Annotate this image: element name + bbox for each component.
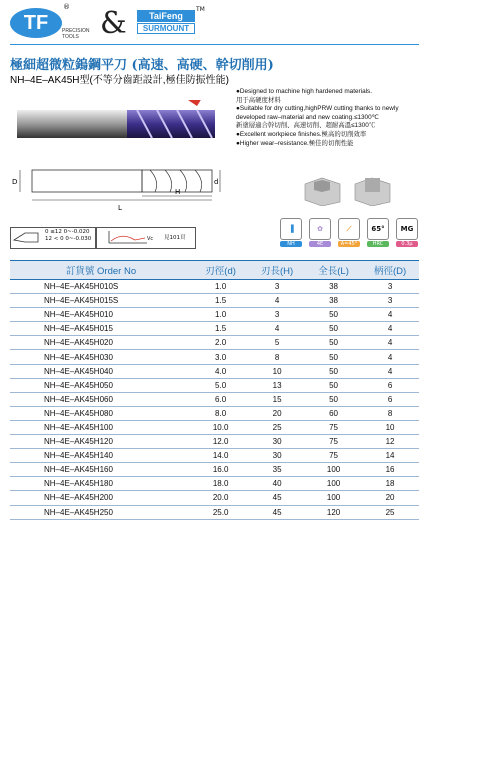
cutting-dia-cell: 20.0 [193,491,248,505]
cutting-len-cell: 3 [248,308,306,322]
cutting-len-cell: 35 [248,463,306,477]
ampersand: & [100,6,127,41]
overall-len-cell: 50 [306,336,361,350]
overall-len-cell: 100 [306,477,361,491]
order-no-cell: NH–4E–AK45H060 [10,392,193,406]
order-no-cell: NH–4E–AK45H120 [10,435,193,449]
shank-dia-cell: 4 [361,308,419,322]
nh-glyph: ▐ [280,218,302,240]
cutting-dia-cell: 16.0 [193,463,248,477]
product-model-title: NH–4E–AK45H型(不等分齒距設計,極佳防振性能) [10,75,229,86]
overall-len-cell: 50 [306,378,361,392]
cutting-dia-cell: 4.0 [193,364,248,378]
header-cutting-dia: 刃徑(d) [193,261,248,280]
helix-label: A=45° [338,241,360,247]
order-no-cell: NH–4E–AK45H100 [10,420,193,434]
technical-drawing [10,158,225,218]
cutting-len-cell: 45 [248,505,306,519]
overall-len-cell: 50 [306,322,361,336]
header-divider [10,44,419,45]
cutting-len-cell: 3 [248,280,306,294]
grain-icon [396,218,418,245]
overall-len-cell: 50 [306,364,361,378]
header-cutting-len: 刃長(H) [248,261,306,280]
workpiece-illustration [300,172,400,206]
cutting-dia-cell: 3.0 [193,350,248,364]
feature-list [236,88,436,148]
shank-dia-cell: 4 [361,364,419,378]
overall-len-cell: 75 [306,420,361,434]
helix-glyph: ⟋ [338,218,360,240]
cutting-len-cell: 5 [248,336,306,350]
cutting-len-cell: 45 [248,491,306,505]
cutting-len-cell: 4 [248,294,306,308]
dim-h: H [175,188,181,196]
feature-line: 新塗層適合幹切削、高速切削、超耐高溫≤1300℃ [236,122,376,130]
nh-icon [280,218,302,245]
table-row [10,378,419,392]
brand-name: TaiFeng [137,10,195,22]
cutting-len-cell: 10 [248,364,306,378]
shank-dia-cell: 25 [361,505,419,519]
order-no-cell: NH–4E–AK45H050 [10,378,193,392]
flute-glyph: ✿ [309,218,331,240]
flute-label: 4E [309,241,331,247]
dim-d-lower: d [214,178,219,186]
cutting-dia-cell: 2.0 [193,336,248,350]
table-row [10,294,419,308]
shank-dia-cell: 10 [361,420,419,434]
cutting-len-cell: 8 [248,350,306,364]
feature-line: 用于高硬度材料 [236,96,281,104]
cutting-dia-cell: 8.0 [193,406,248,420]
tolerance-text [45,229,91,243]
table-row [10,350,419,364]
shank-dia-cell: 6 [361,392,419,406]
table-row [10,322,419,336]
cutting-len-cell: 15 [248,392,306,406]
hrc-glyph: 65° [367,218,389,240]
shank-dia-cell: 6 [361,378,419,392]
cutting-dia-cell: 25.0 [193,505,248,519]
precision-line1: PRECISION [62,28,90,34]
helix-angle-icon [338,218,360,245]
feature-line: ●Excellent workpiece finishes.極高的切削效率 [236,130,367,138]
table-row [10,491,419,505]
feature-line: ●Suitable for dry cutting,highPRW cutting thanks to newly [236,105,399,113]
header-overall-len: 全長(L) [306,261,361,280]
cutting-len-cell: 13 [248,378,306,392]
overall-len-cell: 60 [306,406,361,420]
table-row [10,477,419,491]
order-no-cell: NH–4E–AK45H080 [10,406,193,420]
end-mill-photo [17,100,217,148]
order-no-cell: NH–4E–AK45H140 [10,449,193,463]
specification-table [10,260,419,520]
overall-len-cell: 120 [306,505,361,519]
cutting-len-cell: 20 [248,406,306,420]
brand-sub: SURMOUNT [137,23,195,34]
overall-len-cell: 38 [306,294,361,308]
tolerance-line2: 12 < 0 0~-0.030 [45,236,92,242]
order-no-cell: NH–4E–AK45H250 [10,505,193,519]
shank-dia-cell: 3 [361,280,419,294]
overall-len-cell: 50 [306,350,361,364]
dim-d-upper: D [12,178,18,186]
table-row [10,392,419,406]
shank-dia-cell: 4 [361,336,419,350]
overall-len-cell: 50 [306,308,361,322]
overall-len-cell: 38 [306,280,361,294]
order-no-cell: NH–4E–AK45H040 [10,364,193,378]
cutting-len-cell: 4 [248,322,306,336]
cutting-len-cell: 40 [248,477,306,491]
order-no-cell: NH–4E–AK45H160 [10,463,193,477]
cutting-dia-cell: 6.0 [193,392,248,406]
grain-glyph: MG [396,218,418,240]
table-row [10,280,419,294]
cutting-dia-cell: 5.0 [193,378,248,392]
dim-l: L [118,204,122,212]
shank-dia-cell: 4 [361,350,419,364]
page-reference: 見101頁 [164,235,186,241]
shank-dia-cell: 3 [361,294,419,308]
table-row [10,435,419,449]
shank-dia-cell: 20 [361,491,419,505]
cutting-dia-cell: 1.0 [193,308,248,322]
precision-tools-text [62,28,90,40]
table-row [10,420,419,434]
shank-dia-cell: 12 [361,435,419,449]
cutting-dia-cell: 10.0 [193,420,248,434]
shank-dia-cell: 14 [361,449,419,463]
flute-icon [309,218,331,245]
trademark: TM [196,6,205,13]
table-body [10,280,419,520]
cutting-len-cell: 25 [248,420,306,434]
registered-mark: ® [63,3,70,11]
table-row [10,505,419,519]
tolerance-icon [11,228,41,246]
table-row [10,308,419,322]
order-no-cell: NH–4E–AK45H015S [10,294,193,308]
table-header-row [10,261,419,280]
order-no-cell: NH–4E–AK45H010 [10,308,193,322]
order-no-cell: NH–4E–AK45H020 [10,336,193,350]
cutting-dia-cell: 1.5 [193,322,248,336]
table-row [10,463,419,477]
grain-label: 0.3μ [396,241,418,247]
cutting-len-cell: 30 [248,435,306,449]
overall-len-cell: 75 [306,435,361,449]
shank-dia-cell: 18 [361,477,419,491]
order-no-cell: NH–4E–AK45H200 [10,491,193,505]
feature-line: ●Designed to machine high hardened materials. [236,88,373,95]
feature-line: developed raw–material and new coating.≤1300℃ [236,113,379,121]
hrc-label: HRC [367,241,389,247]
overall-len-cell: 50 [306,392,361,406]
overall-len-cell: 75 [306,449,361,463]
cutting-dia-cell: 1.0 [193,280,248,294]
order-no-cell: NH–4E–AK45H180 [10,477,193,491]
shank-dia-cell: 16 [361,463,419,477]
table-row [10,336,419,350]
order-no-cell: NH–4E–AK45H030 [10,350,193,364]
shank-dia-cell: 4 [361,322,419,336]
cutting-dia-cell: 12.0 [193,435,248,449]
hrc-icon [367,218,389,245]
cutting-dia-cell: 14.0 [193,449,248,463]
table-row [10,406,419,420]
cutting-len-cell: 30 [248,449,306,463]
table-row [10,364,419,378]
product-title-chinese: 極細超微粒鎢鋼平刀 (高速、高硬、幹切削用) [10,58,274,73]
cutting-dia-cell: 1.5 [193,294,248,308]
cutting-dia-cell: 18.0 [193,477,248,491]
overall-len-cell: 100 [306,491,361,505]
precision-line2: TOOLS [62,34,79,40]
header-shank-dia: 柄徑(D) [361,261,419,280]
vc-label: Vc [147,236,154,242]
tf-logo: TF [10,8,62,38]
header-order-no: 訂貨號 Order No [10,261,193,280]
overall-len-cell: 100 [306,463,361,477]
feature-line: ●Higher wear–resistance.極佳的切削性能 [236,139,354,147]
tolerance-line1: 0 ≤12 0~-0.020 [45,229,90,235]
table-row [10,449,419,463]
order-no-cell: NH–4E–AK45H015 [10,322,193,336]
order-no-cell: NH–4E–AK45H010S [10,280,193,294]
nh-label: NH [280,241,302,247]
shank-dia-cell: 8 [361,406,419,420]
